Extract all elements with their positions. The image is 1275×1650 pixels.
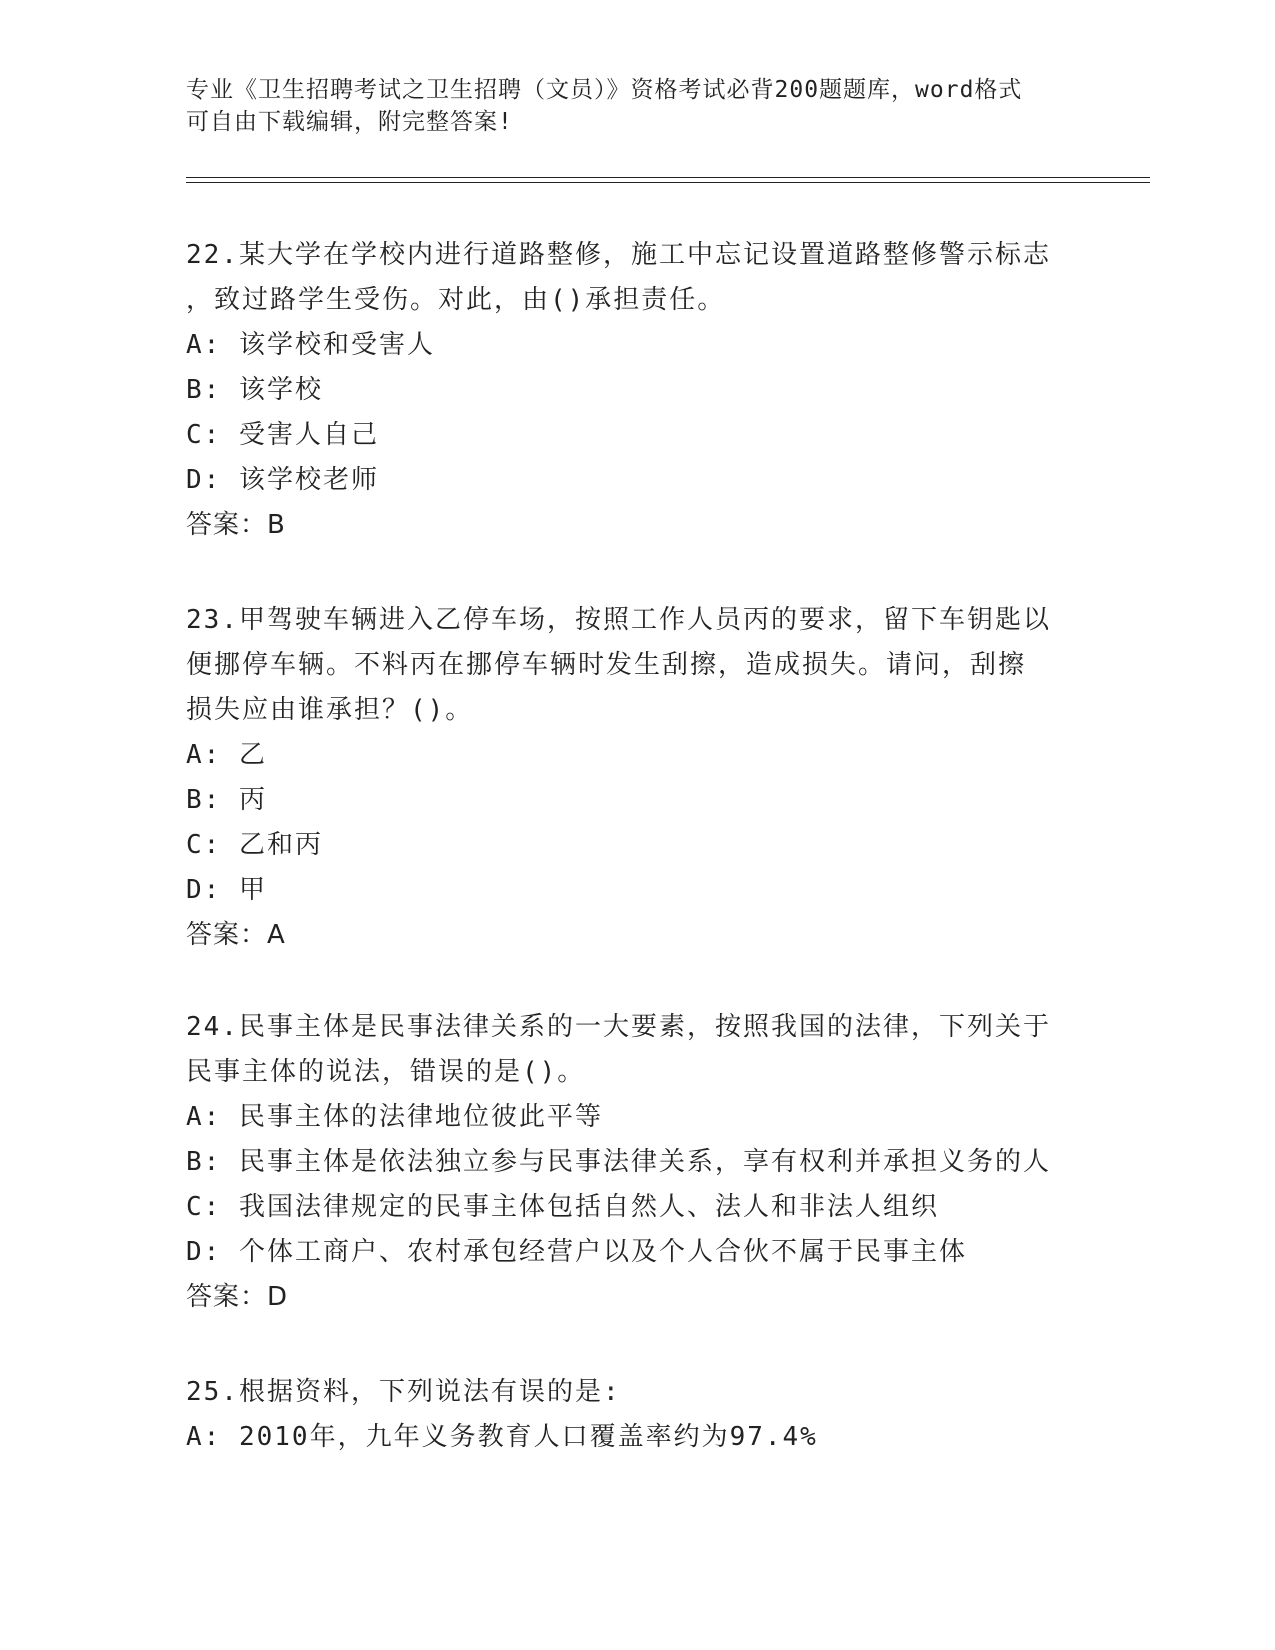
document-header [186,74,1066,138]
option-b: B: 丙 [186,785,267,815]
question-24 [186,1005,1066,1320]
question-text-line: 便挪停车辆。不料丙在挪停车辆时发生刮擦，造成损失。请问，刮擦 [186,650,1027,680]
option-c: C: 受害人自己 [186,420,379,450]
header-line-1: 专业《卫生招聘考试之卫生招聘（文员）》资格考试必背200题题库，word格式 [186,77,1023,103]
option-c: C: 乙和丙 [186,830,323,860]
option-d: D: 甲 [186,875,267,905]
question-23 [186,598,1066,958]
question-text-line: ，致过路学生受伤。对此，由()承担责任。 [186,285,726,315]
question-25 [186,1370,1066,1460]
option-d: D: 个体工商户、农村承包经营户以及个人合伙不属于民事主体 [186,1237,967,1267]
question-text-line: 23.甲驾驶车辆进入乙停车场，按照工作人员丙的要求，留下车钥匙以 [186,605,1051,635]
question-text-line: 损失应由谁承担？()。 [186,695,474,725]
question-text-line: 24.民事主体是民事法律关系的一大要素，按照我国的法律，下列关于 [186,1012,1051,1042]
question-text-line: 22.某大学在学校内进行道路整修，施工中忘记设置道路整修警示标志 [186,240,1051,270]
header-divider-bottom [186,182,1150,183]
question-22 [186,233,1066,548]
question-text-line: 25.根据资料，下列说法有误的是: [186,1377,621,1407]
option-d: D: 该学校老师 [186,465,379,495]
option-a: A: 民事主体的法律地位彼此平等 [186,1102,603,1132]
answer-text: 答案：D [186,1282,289,1312]
option-a: A: 乙 [186,740,267,770]
option-c: C: 我国法律规定的民事主体包括自然人、法人和非法人组织 [186,1192,939,1222]
answer-text: 答案：B [186,510,286,540]
question-text-line: 民事主体的说法，错误的是()。 [186,1057,586,1087]
option-a: A: 2010年，九年义务教育人口覆盖率约为97.4% [186,1422,818,1452]
answer-text: 答案：A [186,920,286,950]
header-divider-top [186,177,1150,178]
header-line-2: 可自由下载编辑，附完整答案! [186,109,513,135]
option-a: A: 该学校和受害人 [186,330,435,360]
option-b: B: 该学校 [186,375,323,405]
option-b: B: 民事主体是依法独立参与民事法律关系，享有权利并承担义务的人 [186,1147,1051,1177]
